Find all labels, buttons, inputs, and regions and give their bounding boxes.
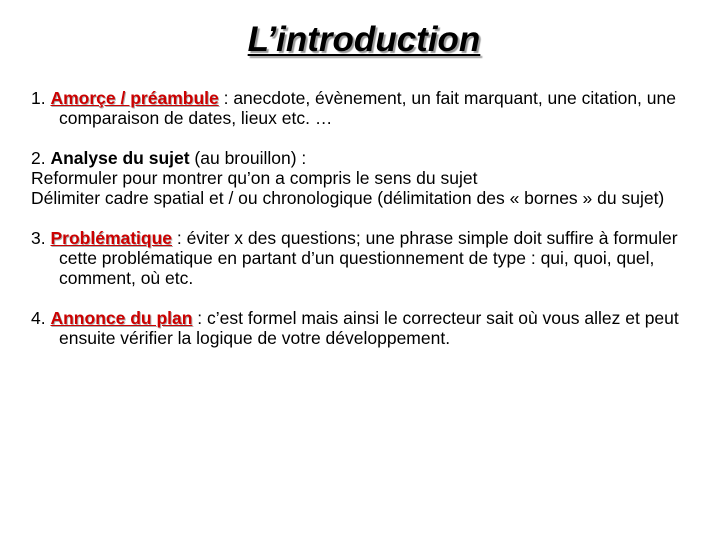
item-text: : éviter x des questions; une phrase simple doit suffire à formuler cette problématique en partant d’un questionnement de type : qui, quoi, quel, comment, où etc. — [59, 228, 678, 288]
item-annonce — [31, 308, 701, 348]
spacer — [31, 128, 701, 148]
item-keyword-analyse: Analyse du sujet — [50, 148, 190, 168]
slide-title: L’introduction — [247, 20, 481, 59]
analyse-line-delimiter: Délimiter cadre spatial et / ou chronologique (délimitation des « bornes » du sujet) — [31, 188, 665, 208]
slide-content — [31, 88, 701, 348]
item-keyword-problematique: Problématique — [50, 228, 173, 248]
item-analyse — [31, 148, 701, 168]
item-number: 4. — [31, 308, 46, 328]
item-keyword-annonce: Annonce du plan — [50, 308, 193, 328]
item-text: (au brouillon) : — [189, 148, 307, 168]
item-problematique — [31, 228, 701, 288]
spacer — [31, 208, 701, 228]
item-keyword-amorce: Amorçe / préambule — [50, 88, 219, 108]
spacer — [31, 288, 701, 308]
item-number: 3. — [31, 228, 46, 248]
analyse-line-reformuler: Reformuler pour montrer qu’on a compris le sens du sujet — [31, 168, 478, 188]
item-text: : anecdote, évènement, un fait marquant, une citation, une comparaison de dates, lieux etc. … — [59, 88, 676, 128]
item-amorce — [31, 88, 701, 128]
item-number: 1. — [31, 88, 46, 108]
item-number: 2. — [31, 148, 46, 168]
item-text: : c’est formel mais ainsi le correcteur sait où vous allez et peut ensuite vérifier la logique de votre développement. — [59, 308, 679, 348]
